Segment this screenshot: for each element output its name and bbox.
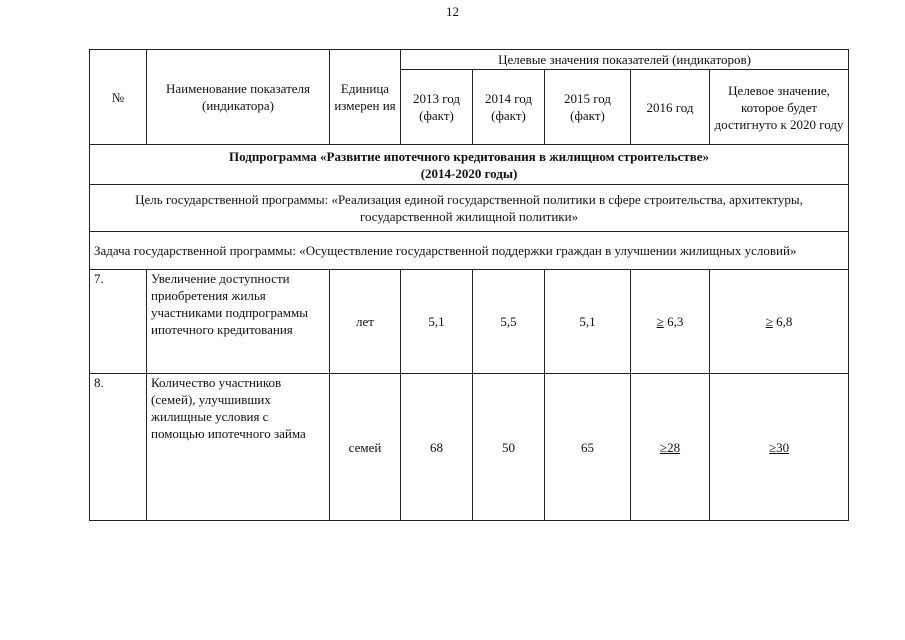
indicators-table	[89, 49, 849, 521]
row-value-2014: 5,5	[473, 270, 545, 374]
ge-sign: ≥	[768, 439, 777, 455]
ge-sign: ≥	[659, 439, 668, 455]
header-num: №	[90, 50, 147, 145]
header-name: Наименование показателя (индикатора)	[147, 50, 330, 145]
subprogram-line2: (2014-2020 годы)	[420, 165, 518, 181]
row-value-2020	[710, 270, 849, 374]
value-text: 6,8	[776, 314, 793, 329]
goal-row	[90, 185, 849, 232]
header-year-2020-target: Целевое значение, которое будет достигнуто к 2020 году	[710, 70, 849, 145]
value-text: 6,3	[667, 314, 684, 329]
page-number: 12	[446, 4, 459, 19]
value-text: 28	[667, 439, 681, 455]
goal-cell: Цель государственной программы: «Реализация единой государственной политики в сфере строительства, архитектуры, государственной жилищной политики»	[90, 185, 849, 232]
header-year-2015: 2015 год (факт)	[545, 70, 631, 145]
header-year-2014: 2014 год (факт)	[473, 70, 545, 145]
header-year-2013: 2013 год (факт)	[401, 70, 473, 145]
ge-sign: ≥	[656, 314, 664, 329]
subprogram-row	[90, 145, 849, 185]
row-unit: семей	[330, 374, 401, 521]
header-targets-group: Целевые значения показателей (индикаторов)	[401, 50, 849, 70]
row-value-2014: 50	[473, 374, 545, 521]
row-unit: лет	[330, 270, 401, 374]
task-cell: Задача государственной программы: «Осуществление государственной поддержки граждан в улучшении жилищных условий»	[90, 232, 849, 270]
row-num: 8.	[90, 374, 147, 521]
row-value-2016	[631, 270, 710, 374]
header-row-1	[90, 50, 849, 70]
table-row	[90, 270, 849, 374]
subprogram-line1: Подпрограмма «Развитие ипотечного кредитования в жилищном строительстве»	[229, 148, 710, 164]
value-text: 30	[776, 439, 790, 455]
row-value-2016	[631, 374, 710, 521]
task-row	[90, 232, 849, 270]
ge-sign: ≥	[765, 314, 773, 329]
row-name: Увеличение доступности приобретения жилья участниками подпрограммы ипотечного кредитования	[147, 270, 330, 374]
row-value-2015: 65	[545, 374, 631, 521]
table-row	[90, 374, 849, 521]
header-unit: Единица измерен ия	[330, 50, 401, 145]
header-year-2016: 2016 год	[631, 70, 710, 145]
row-name: Количество участников (семей), улучшивших жилищные условия с помощью ипотечного займа	[147, 374, 330, 521]
row-value-2013: 5,1	[401, 270, 473, 374]
subprogram-cell	[90, 145, 849, 185]
row-value-2013: 68	[401, 374, 473, 521]
row-value-2020	[710, 374, 849, 521]
row-num: 7.	[90, 270, 147, 374]
row-value-2015: 5,1	[545, 270, 631, 374]
